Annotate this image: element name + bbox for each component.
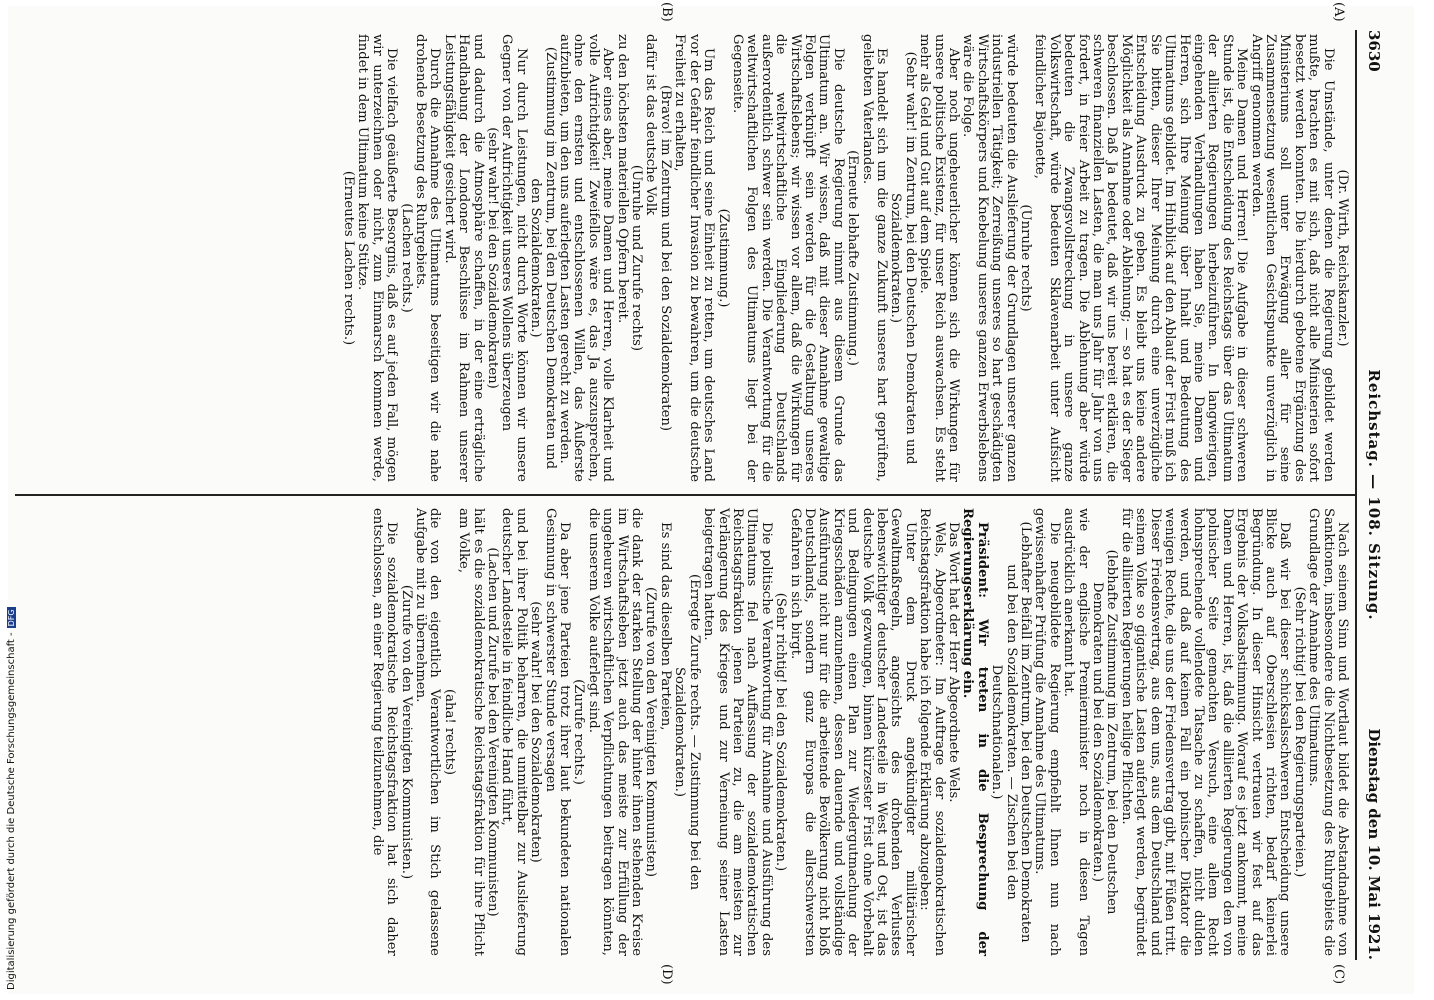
margin-mark-c: (C) — [1331, 964, 1346, 985]
session-title: Reichstag. — 108. Sitzung. — [1365, 369, 1383, 621]
column-divider — [15, 494, 1355, 496]
session-date: Dienstag den 10. Mai 1921. — [1365, 728, 1383, 960]
interjection: (Lachen und Zurufe bei den Vereinigten Kommunisten) — [485, 547, 501, 917]
paragraph: Um das Reich und seine Einheit zu retten, um deutsches Land vor der Gefahr feindlicher Invasion zu bewahren, um die deutsche Freiheit zu erhalten, — [672, 34, 717, 482]
interjection: (Unruhe rechts) — [1018, 204, 1034, 312]
paragraph: Die Umstände, unter denen die Regierung gebildet werden mußte, brachten es mit sich, daß nicht alle Ministerien sofort besetzt werden konnten. Die hierdurch gebotene Ergänzung des Ministeriums soll unter Erwägung aller für seine Zusammensetzung wesentlichen Gesichtspunkte unverzüglich in Angriff genommen werden. — [1248, 34, 1336, 482]
paragraph: die dank der starken Stellung der hinter ihnen stehenden Kreise im Wirtschaftsleben jetzt auch das meiste zur Erfüllung der ungeheuren wirtschaftlichen Verpflichtungen beitragen könnten, die unserem Volke auferlegt sind. — [585, 508, 645, 956]
speaker-line: (Dr. Wirth, Reichskanzler.) — [1335, 169, 1350, 347]
paragraph: würde bedeuten die Auslieferung der Grundlagen unserer ganzen industriellen Tätigkeit; Zerreißung unseres so hart geschädigten Wirtschaftskörpers und Knebelung unseres ganzen Erwerbslebens wäre die Folge. — [960, 34, 1019, 482]
margin-mark-d: (D) — [659, 964, 674, 985]
paragraph: Das Wort hat der Herr Abgeordnete Wels. — [946, 522, 962, 803]
digitization-footer — [6, 600, 20, 990]
paragraph: dafür ist das deutsche Volk — [643, 34, 659, 216]
interjection: (Lachen rechts.) — [398, 203, 414, 313]
interjection: (Unruhe und Zurufe rechts) — [629, 164, 645, 352]
paragraph: hält es die sozialdemokratische Reichstagsfraktion für ihre Pflicht am Volke, — [456, 508, 486, 956]
interjection: (Erneute lebhafte Zustimmung.) — [845, 150, 861, 366]
paragraph: Aber noch ungeheuerlicher können sich die Wirkungen für unsere politische Existenz, für unser Reich auswachsen. Es steht mehr als Geld und Gut auf dem Spiele. — [917, 34, 962, 482]
interjection: (Zustimmung im Zentrum, bei den Deutschen Demokraten und den Sozialdemokraten.) — [528, 46, 558, 470]
paragraph: Durch die Annahme des Ultimatums beseitigen wir die nahe drohende Besetzung des Ruhrgebiets. — [413, 34, 443, 482]
paragraph: Nach seinem Sinn und Wortlaut bildet die Abstandnahme von Sanktionen, insbesondere die Nichtbesetzung des Ruhrgebiets die Grundlage der Annahme des Ultimatums. — [1306, 508, 1350, 956]
left-column — [341, 34, 1349, 482]
interjection: (aha! rechts) — [441, 688, 457, 776]
margin-mark-a: (A) — [1331, 2, 1346, 22]
paragraph: Meine Damen und Herren! Die Aufgabe in dieser schweren Stunde ist, die Entscheidung des Reichstags über das Ultimatum der alliierten Regierungen herbeizuführen. In langwierigen, eingehenden Verhandlungen haben Sie, meine Damen und Herren, sich Ihre Meinung über Inhalt und Bedeutung des Ultimatums gebildet. Im Hinblick auf den Ablauf der Frist muß ich Sie bitten, dieser Ihrer Meinung durch eine unverzügliche Entscheidung Ausdruck zu geben. Es bleibt uns keine andere Möglichkeit als Annahme oder Ablehnung; — so hat es der Sieger beschlossen. Daß Ja bedeutet, daß wir uns bereit erklären, die schweren finanziellen Lasten, die man uns Jahr für Jahr von uns fordert, in freier Arbeit zu tragen. Die Ablehnung aber würde bedeuten die Zwangsvollstreckung in unsere ganze Volkswirtschaft, würde bedeuten Sklavenarbeit unter Aufsicht feindlicher Bajonette, — [1032, 34, 1250, 482]
interjection: (Zurufe von den Vereinigten Kommunisten) — [643, 586, 659, 878]
interjection: (lebhafte Zustimmung im Zentrum, bei den Deutschen Demokraten und bei den Sozialdemokraten.) — [1090, 549, 1120, 915]
paragraph: Unter dem Druck angekündigter militärischer Gewaltmaßregeln, angesichts des drohenden Verlustes lebenswichtiger deutscher Landesteile in West und Ost, ist das deutsche Volk gezwungen, binnen kürzester Frist ohne Vorbehalt und Bedingungen einen Plan zur Wiedergutmachung der Kriegsschäden anzunehmen, dessen dauernde und vollständige Ausführung nicht nur für die arbeitende Bevölkerung nicht bloß Deutschlands, sondern ganz Europas die allerschwersten Gefahren in sich birgt. — [787, 508, 918, 956]
interjection: (Zurufe rechts.) — [571, 679, 587, 785]
interjection: (sehr wahr! bei den Sozialdemokraten) — [485, 127, 501, 389]
interjection: (Lebhafter Beifall im Zentrum, bei den Deutschen Demokraten und bei den Sozialdemokraten. — Zischen bei den Deutschnationalen.) — [989, 521, 1034, 943]
rotated-newspaper-page — [15, 2, 1385, 985]
paragraph: Präsident: Wir treten in die Besprechung der Regierungserklärung ein. — [960, 508, 990, 956]
paragraph: Die deutsche Regierung nimmt aus diesem Grunde das Ultimatum an. Wir wissen, daß mit dieser Annahme gewaltige Folgen verknüpft sein werden für die Gestaltung unseres Wirtschaftslebens; wir wissen vor allem, daß die Wirkungen für die weltwirtschaftliche Eingliederung Deutschlands außerordentlich schwer sein werden. Die Verantwortung für die weltwirtschaftlichen Folgen des Ultimatums liegt bei der Gegenseite. — [729, 34, 846, 482]
interjection: (Sehr richtig! bei den Regierungsparteien.) — [1291, 586, 1307, 878]
right-column — [369, 508, 1349, 956]
interjection: (sehr wahr! bei den Sozialdemokraten) — [528, 601, 544, 863]
paragraph: Wels, Abgeordneter: Im Auftrage der sozialdemokratischen Reichstagsfraktion habe ich folgende Erklärung abzugeben: — [917, 508, 947, 956]
paragraph: Es handelt sich um die ganze Zukunft unseres hart geprüften, geliebten Vaterlandes. — [859, 34, 889, 482]
interjection: (Zustimmung.) — [715, 208, 731, 308]
paragraph: Daß wir bei dieser schicksalsschweren Entscheidung unsere Blicke auch auf Oberschlesien richten, bedarf keinerlei Begründung. In dieser Hinsicht vertrauen wir fest auf das Ergebnis der Volksabstimmung. Worauf es jetzt ankommt, meine Damen und Herren, ist, daß die alliierten Regierungen den von polnischer Seite gemachten Versuch, eine allem Recht hohnsprechende vollendete Tatsache zu schaffen, nicht dulden werden, und daß auf keinen Fall ein polnischer Diktator die wenigen Rechte, die uns der Friedensvertrag gibt, mit Füßen tritt. Dieser Friedensvertrag, aus dem uns, aus dem Deutschland und seinem Volke so gigantische Lasten auferlegt werden, begründet für die alliierten Regierungen heilige Pflichten. — [1118, 508, 1293, 956]
paragraph: Es sind das dieselben Parteien, — [657, 522, 673, 731]
interjection: (Sehr richtig! bei den Sozialdemokraten.) — [773, 592, 789, 872]
paragraph: die von den eigentlich Verantwortlichen im Stich gelassene Aufgabe mit zu übernehmen. — [413, 508, 443, 956]
paragraph: und bei ihrer Politik beharren, die unmittelbar zur Auslieferung deutscher Landesteile in feindliche Hand führt, — [499, 508, 529, 956]
paragraph: Da aber jene Parteien trotz ihrer laut bekundeten nationalen Gesinnung in schwerster Stunde versagen — [542, 508, 573, 956]
interjection: (Erregte Zurufe rechts. — Zustimmung bei den Sozialdemokraten.) — [672, 573, 702, 891]
paragraph: Die sozialdemokratische Reichstagsfraktion hat sich daher entschlossen, an einer Regierung teilzunehmen, die — [369, 508, 400, 956]
paragraph: Nur durch Leistungen, nicht durch Worte können wir unsere Gegner von der Aufrichtigkeit unseres Wollens überzeugen — [499, 34, 529, 482]
paragraph: Die neugebildete Regierung empfiehlt Ihnen nun nach gewissenhafter Prüfung die Annahme des Ultimatums. — [1032, 508, 1062, 956]
interjection: (Bravo! im Zentrum und bei den Sozialdemokraten) — [657, 84, 673, 432]
interjection: (Sehr wahr! im Zentrum, bei den Deutschen Demokraten und Sozialdemokraten.) — [888, 51, 918, 465]
footer-credit: Digitalisierung gefördert durch die Deutsche Forschungsgemeinschaft - — [6, 632, 17, 990]
interjection: (Erneutes Lachen rechts.) — [340, 170, 356, 346]
dfg-logo: DFG — [7, 609, 16, 627]
margin-mark-b: (B) — [659, 2, 674, 22]
paragraph: zu den höchsten materiellen Opfern bereit. — [614, 34, 630, 324]
paragraph: Die vielfach geäußerte Besorgnis, daß es auf jeden Fall, mögen wir unterzeichnen oder nicht, zum Einmarsch kommen werde, findet in dem Ultimatum keine Stütze. — [355, 34, 400, 482]
paragraph: wie der englische Premierminister noch in diesen Tagen ausdrücklich anerkannt hat. — [1061, 508, 1091, 956]
page-number: 3630 — [1365, 30, 1383, 72]
paragraph: Die politische Verantwortung für Annahme und Ausführung des Ultimatums fiel nach Auffassung der sozialdemokratischen Reichstagsfraktion jenen Parteien zu, die am meisten zur Verlängerung des Krieges und zur Verneinung seiner Lasten beigetragen hatten. — [701, 508, 774, 956]
interjection: (Zurufe von den Vereinigten Kommunisten.) — [398, 584, 414, 880]
page-header — [1355, 30, 1385, 960]
paragraph: Aber eines aber, meine Damen und Herren, volle Klarheit und volle Aufrichtigkeit! Zweifellos wäre es, das Ja auszusprechen, ohne den ernsten und entschlossenen Willen, das Äußerste aufzubieten, um den uns auferlegten Lasten gerecht zu werden. — [557, 34, 616, 482]
paragraph: und dadurch die Atmosphäre schaffen, in der eine erträgliche Handhabung der Londoner Beschlüsse im Rahmen unserer Leistungsfähigkeit gesichert wird. — [441, 34, 486, 482]
